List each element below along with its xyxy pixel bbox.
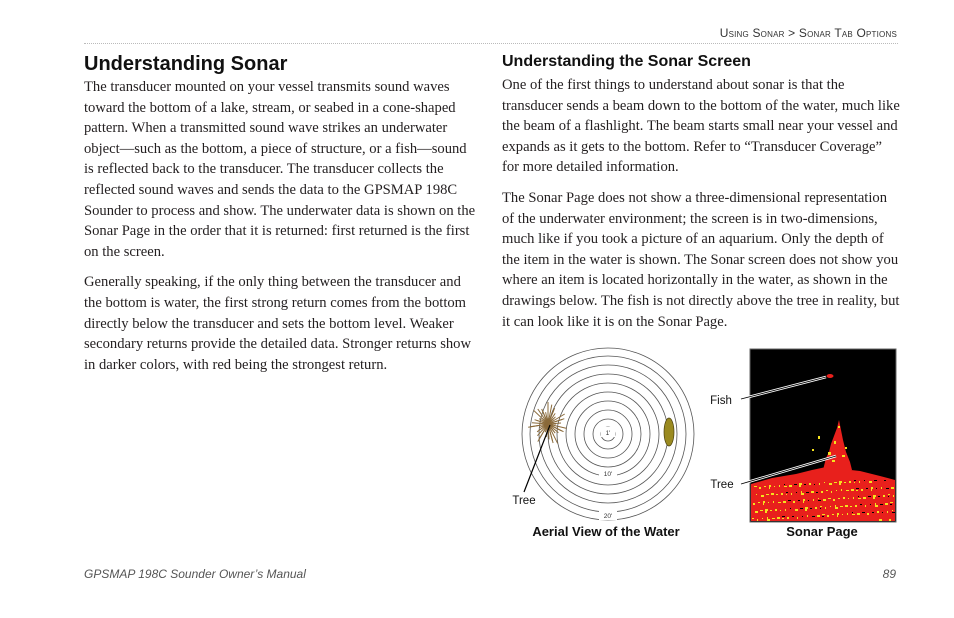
return-speckle [765, 509, 768, 511]
return-speckle [827, 515, 829, 517]
return-speckle [865, 505, 866, 507]
return-speckle [869, 481, 872, 483]
return-speckle [833, 499, 835, 501]
return-speckle [858, 498, 861, 499]
return-speckle [875, 505, 878, 507]
return-speckle [872, 512, 874, 513]
sonar-tree-label: Tree [710, 479, 734, 491]
return-speckle [760, 510, 763, 511]
fish-label: Fish [710, 395, 732, 407]
return-speckle [780, 510, 781, 511]
return-speckle [798, 500, 800, 501]
return-speckle [767, 519, 770, 521]
return-speckle [803, 499, 805, 501]
return-speckle [878, 496, 880, 497]
return-speckle [781, 493, 783, 495]
return-speckle [830, 506, 831, 507]
return-speckle [858, 496, 859, 497]
return-speckle [776, 494, 778, 495]
return-speckle [861, 489, 863, 491]
return-speckle [855, 505, 857, 507]
return-speckle [769, 487, 770, 489]
return-speckle [822, 514, 825, 515]
return-speckle [788, 500, 791, 501]
return-speckle [773, 501, 774, 503]
return-speckle [775, 509, 777, 511]
return-speckle [759, 487, 761, 489]
return-speckle [786, 492, 788, 493]
return-speckle [850, 506, 852, 507]
return-speckle [812, 516, 815, 517]
footer-page-number: 89 [882, 567, 896, 581]
return-speckle [820, 508, 821, 509]
return-speckle [825, 507, 826, 509]
return-speckle [795, 509, 798, 511]
return-speckle [804, 484, 806, 485]
aerial-view-diagram [512, 348, 694, 539]
return-speckle [839, 481, 842, 483]
return-speckle [863, 497, 866, 499]
return-speckle [856, 488, 859, 489]
return-speckle [823, 499, 826, 501]
return-speckle [803, 501, 804, 503]
return-speckle [892, 512, 895, 513]
return-speckle [797, 517, 798, 519]
return-speckle [866, 488, 868, 489]
return-speckle [794, 484, 797, 485]
return-speckle [765, 511, 767, 513]
return-speckle [859, 481, 860, 483]
return-speckle [852, 512, 853, 513]
return-speckle [879, 519, 882, 521]
return-speckle [853, 497, 854, 499]
return-speckle [820, 506, 822, 507]
return-speckle [807, 515, 808, 517]
return-speckle [834, 482, 837, 483]
return-speckle [774, 486, 775, 487]
footer-manual-title: GPSMAP 198C Sounder Owner’s Manual [84, 567, 306, 581]
return-speckle [845, 505, 848, 507]
return-speckle [763, 501, 765, 503]
ring-label-20ft: 20' [603, 513, 613, 520]
return-speckle [809, 483, 811, 485]
return-speckle [874, 480, 877, 481]
return-speckle [891, 487, 894, 489]
return-speckle [873, 497, 875, 499]
return-speckle [808, 500, 809, 501]
return-speckle [876, 488, 877, 489]
return-speckle [875, 503, 876, 505]
return-speckle [762, 518, 763, 519]
return-speckle [779, 485, 780, 487]
return-speckle [837, 513, 839, 515]
return-speckle [877, 511, 879, 513]
return-speckle [761, 495, 764, 497]
aerial-tree-label: Tree [512, 495, 536, 507]
return-speckle [837, 515, 838, 517]
return-speckle [871, 487, 873, 489]
return-speckle [867, 513, 869, 515]
return-speckle [789, 485, 792, 487]
return-speckle [862, 512, 865, 513]
return-speckle [852, 514, 855, 515]
return-speckle [763, 503, 764, 505]
return-speckle [870, 504, 871, 505]
return-speckle [784, 486, 787, 487]
return-speckle [753, 503, 755, 505]
aerial-caption: Aerial View of the Water [532, 524, 680, 539]
return-speckle [782, 518, 784, 519]
return-speckle [835, 505, 836, 507]
return-speckle [810, 508, 812, 509]
section-heading: Understanding Sonar [84, 53, 288, 75]
return-speckle [768, 502, 769, 503]
return-speckle [758, 502, 760, 503]
return-speckle [884, 480, 886, 481]
return-speckle [835, 507, 838, 509]
return-speckle [764, 486, 766, 487]
return-speckle [814, 484, 815, 485]
breadcrumb-sonar-tab-options: Sonar Tab Options [798, 26, 897, 40]
return-speckle [854, 482, 855, 483]
return-speckle [766, 494, 769, 495]
return-speckle [886, 488, 889, 489]
return-speckle [851, 489, 854, 491]
return-speckle [836, 490, 837, 491]
return-speckle [790, 508, 791, 509]
return-speckle [892, 510, 893, 511]
return-speckle [890, 504, 892, 505]
return-speckle [752, 518, 754, 519]
return-speckle [889, 519, 891, 521]
return-speckle [800, 508, 803, 509]
sonar-caption: Sonar Page [786, 524, 858, 539]
return-speckle [871, 489, 872, 491]
right-paragraph: The Sonar Page does not show a three-dimensional representation of the underwater environment; the screen is in two-dimensions, much like if you took a picture of an aquarium. Only the depth of the item in the water is shown. The Sonar screen does not show you where an item is located horizontally in the water, as shown in the drawings below. The fish is not directly above the tree in reality, but it can look like it is on the Sonar Page. [502, 189, 900, 330]
return-speckle [893, 495, 894, 497]
return-speckle [829, 483, 832, 485]
left-paragraph: The transducer mounted on your vessel transmits sound waves toward the bottom of a lake, stream, or seabed in a cone-shaped pattern. When a transmitted sound wave strikes an underwater object—such as the bottom, a piece of structure, or a fish—sound is reflected back to the transducer. The transducer collects the reflected sound waves and sends the data to the GPSMAP 198C Sounder to process and show. The underwater data is shown on the Sonar Page in the order that it is returned: first returned is the first on the screen. [84, 79, 476, 260]
return-speckle [883, 495, 885, 497]
return-speckle [793, 501, 795, 503]
sonar-page-screen [710, 349, 896, 539]
return-speckle [860, 504, 862, 505]
return-speckle [847, 513, 848, 515]
breadcrumb-separator: > [788, 26, 796, 40]
return-speckle [754, 486, 757, 487]
return-speckle [839, 483, 841, 485]
return-speckle [811, 491, 814, 493]
return-speckle [786, 494, 787, 495]
return-speckle [770, 510, 772, 511]
return-speckle [801, 493, 804, 495]
bush-drawing [528, 402, 566, 443]
return-speckle [832, 514, 834, 515]
return-speckle [755, 511, 758, 513]
return-speckle [843, 497, 845, 499]
return-speckle [816, 492, 818, 493]
right-paragraph: One of the first things to understand about sonar is that the transducer sends a beam down to the bottom of the water, much like the beam of a flashlight. The beam starts small near your vessel and expands as it gets to the bottom. Refer to “Transducer Coverage” for more detailed information. [502, 77, 900, 176]
return-speckle [844, 482, 846, 483]
return-speckle [783, 501, 786, 503]
return-speckle [841, 489, 842, 491]
return-speckle [782, 516, 785, 517]
fish-drawing [664, 418, 674, 446]
return-speckle [818, 500, 821, 501]
return-speckle [840, 506, 843, 507]
return-speckle [881, 487, 882, 489]
return-speckle [799, 485, 801, 487]
return-speckle [801, 491, 802, 493]
return-speckle [772, 518, 775, 519]
return-speckle [784, 484, 785, 485]
return-speckle [818, 498, 819, 499]
return-speckle [882, 512, 883, 513]
return-speckle [848, 498, 849, 499]
return-speckle [799, 483, 802, 485]
return-speckle [888, 496, 889, 497]
return-speckle [873, 495, 876, 497]
return-speckle [846, 490, 849, 491]
return-speckle [819, 483, 820, 485]
ring-label-1ft: 1' [605, 430, 611, 437]
return-speckle [785, 509, 786, 511]
return-speckle [854, 480, 856, 481]
return-speckle [826, 490, 828, 491]
fish-return [827, 374, 834, 378]
return-speckle [864, 480, 865, 481]
return-speckle [821, 491, 823, 493]
return-speckle [806, 492, 809, 493]
return-speckle [856, 490, 858, 491]
return-speckle [792, 516, 794, 517]
subsection-heading: Understanding the Sonar Screen [502, 53, 751, 70]
ring-label-10ft: 10' [603, 471, 613, 478]
return-speckle [890, 502, 893, 503]
return-speckle [778, 502, 781, 503]
breadcrumb-using-sonar: Using Sonar [719, 26, 785, 40]
left-paragraph: Generally speaking, if the only thing between the transducer and the bottom is water, the first strong return comes from the bottom directly below the transducer and sets the bottom level. Weaker secondary returns provide the detailed data. Stronger returns show in darker colors, with red being the strongest return. [84, 274, 472, 373]
return-speckle [868, 496, 871, 497]
return-speckle [777, 517, 780, 519]
return-speckle [771, 493, 774, 495]
return-speckle [769, 485, 771, 487]
return-speckle [787, 517, 789, 519]
return-speckle [887, 511, 888, 513]
return-speckle [842, 514, 843, 515]
return-speckle [822, 516, 824, 517]
return-speckle [756, 494, 757, 495]
return-speckle [791, 493, 792, 495]
return-speckle [824, 482, 825, 483]
return-speckle [817, 515, 820, 517]
return-speckle [757, 519, 758, 521]
return-speckle [805, 507, 808, 509]
return-speckle [828, 498, 831, 499]
return-speckle [831, 491, 832, 493]
return-speckle [802, 516, 803, 517]
return-speckle [885, 503, 888, 505]
return-speckle [813, 499, 814, 501]
return-speckle [849, 481, 851, 483]
return-speckle [805, 509, 807, 511]
return-speckle [838, 498, 840, 499]
return-speckle [815, 507, 817, 509]
return-speckle [796, 492, 797, 493]
return-speckle [857, 513, 860, 515]
return-speckle [880, 504, 883, 505]
return-speckle [888, 494, 890, 495]
return-speckle [767, 517, 768, 519]
